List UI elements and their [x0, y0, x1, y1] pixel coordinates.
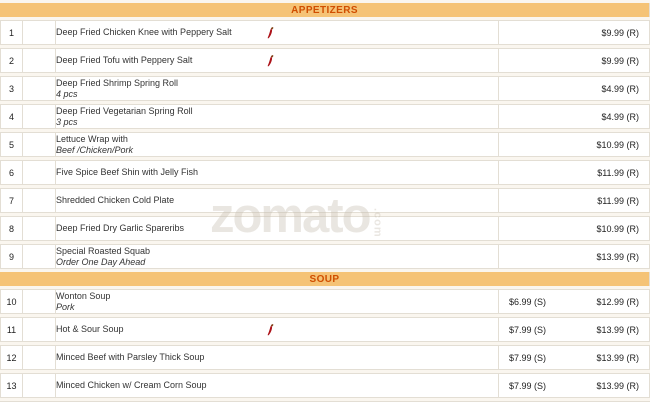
price-regular: $4.99 (R) [601, 111, 640, 122]
price-regular: $12.99 (R) [596, 296, 640, 307]
price-regular: $4.99 (R) [601, 83, 640, 94]
menu-row [0, 132, 650, 157]
menu-row [0, 104, 650, 129]
menu-row [0, 289, 650, 314]
item-name: Special Roasted Squab [56, 245, 151, 256]
item-number: 10 [0, 289, 22, 314]
item-blank-cell [22, 20, 55, 45]
item-price-cell [498, 160, 650, 185]
item-subtitle: Beef /Chicken/Pork [56, 144, 134, 155]
item-blank-cell [22, 289, 55, 314]
item-number: 4 [0, 104, 22, 129]
item-number: 8 [0, 216, 22, 241]
item-name-cell [55, 216, 498, 241]
price-regular: $10.99 (R) [596, 223, 640, 234]
price-small: $7.99 (S) [509, 380, 547, 391]
item-subtitle: Order One Day Ahead [56, 256, 146, 267]
watermark-suffix: .com [371, 208, 384, 238]
item-blank-cell [22, 104, 55, 129]
item-price-cell [498, 289, 650, 314]
item-price-cell [498, 317, 650, 342]
item-number: 11 [0, 317, 22, 342]
item-name: Five Spice Beef Shin with Jelly Fish [56, 167, 199, 177]
item-subtitle: 4 pcs [56, 88, 78, 99]
section-header-soup: SOUP [0, 272, 650, 286]
item-name: Deep Fried Vegetarian Spring Roll [56, 105, 193, 116]
price-small: $7.99 (S) [509, 324, 547, 335]
price-regular: $11.99 (R) [597, 195, 640, 206]
item-name-cell [55, 289, 498, 314]
item-number: 6 [0, 160, 22, 185]
menu-row [0, 373, 650, 398]
item-name: Shredded Chicken Cold Plate [56, 195, 175, 205]
item-name-cell [55, 20, 498, 45]
item-blank-cell [22, 188, 55, 213]
menu-row [0, 317, 650, 342]
item-price-cell [498, 48, 650, 73]
item-price-cell [498, 188, 650, 213]
section-row [0, 272, 650, 286]
item-name: Deep Fried Tofu with Peppery Salt [56, 55, 193, 65]
item-name-cell [55, 373, 498, 398]
item-name-cell [55, 76, 498, 101]
item-name: Minced Beef with Parsley Thick Soup [56, 352, 205, 362]
item-name: Deep Fried Chicken Knee with Peppery Salt [56, 27, 232, 37]
item-name: Lettuce Wrap with [56, 133, 128, 144]
item-name: Deep Fried Shrimp Spring Roll [56, 77, 179, 88]
price-regular: $13.99 (R) [596, 251, 640, 262]
item-subtitle: 3 pcs [56, 116, 78, 127]
price-regular: $9.99 (R) [601, 27, 640, 38]
item-blank-cell [22, 244, 55, 269]
item-price-cell [498, 76, 650, 101]
item-blank-cell [22, 132, 55, 157]
item-blank-cell [22, 373, 55, 398]
item-price-cell [498, 216, 650, 241]
item-number: 9 [0, 244, 22, 269]
menu-row [0, 20, 650, 45]
item-price-cell [498, 104, 650, 129]
item-name: Wonton Soup [56, 290, 111, 301]
item-blank-cell [22, 216, 55, 241]
price-small: $7.99 (S) [509, 352, 547, 363]
menu-row [0, 76, 650, 101]
item-number: 3 [0, 76, 22, 101]
item-number: 2 [0, 48, 22, 73]
menu-row [0, 188, 650, 213]
price-small: $6.99 (S) [509, 296, 547, 307]
item-name-cell [55, 132, 498, 157]
item-subtitle: Pork [56, 301, 75, 312]
menu-row [0, 216, 650, 241]
item-blank-cell [22, 345, 55, 370]
chili-icon [266, 323, 274, 336]
price-regular: $13.99 (R) [596, 324, 640, 335]
item-price-cell [498, 132, 650, 157]
chili-icon [266, 26, 274, 39]
item-name: Minced Chicken w/ Cream Corn Soup [56, 380, 207, 390]
price-regular: $10.99 (R) [596, 139, 640, 150]
item-name-cell [55, 345, 498, 370]
menu-row [0, 244, 650, 269]
item-blank-cell [22, 76, 55, 101]
item-name-cell [55, 188, 498, 213]
item-number: 7 [0, 188, 22, 213]
item-number: 12 [0, 345, 22, 370]
price-regular: $13.99 (R) [596, 352, 640, 363]
item-name: Deep Fried Dry Garlic Spareribs [56, 223, 185, 233]
item-price-cell [498, 373, 650, 398]
item-number: 1 [0, 20, 22, 45]
price-regular: $13.99 (R) [596, 380, 640, 391]
menu-row [0, 160, 650, 185]
item-name-cell [55, 160, 498, 185]
item-name-cell [55, 317, 498, 342]
item-number: 13 [0, 373, 22, 398]
section-header-appetizers: APPETIZERS [0, 3, 650, 17]
item-blank-cell [22, 317, 55, 342]
item-name-cell [55, 104, 498, 129]
menu-row [0, 48, 650, 73]
item-blank-cell [22, 48, 55, 73]
item-number: 5 [0, 132, 22, 157]
price-regular: $11.99 (R) [597, 167, 640, 178]
item-price-cell [498, 244, 650, 269]
watermark-text: zomato [210, 189, 370, 243]
item-blank-cell [22, 160, 55, 185]
price-regular: $9.99 (R) [601, 55, 640, 66]
menu-row [0, 345, 650, 370]
section-row [0, 3, 650, 17]
item-price-cell [498, 345, 650, 370]
item-name-cell [55, 48, 498, 73]
item-name-cell [55, 244, 498, 269]
chili-icon [266, 54, 274, 67]
item-name: Hot & Sour Soup [56, 324, 124, 334]
item-price-cell [498, 20, 650, 45]
